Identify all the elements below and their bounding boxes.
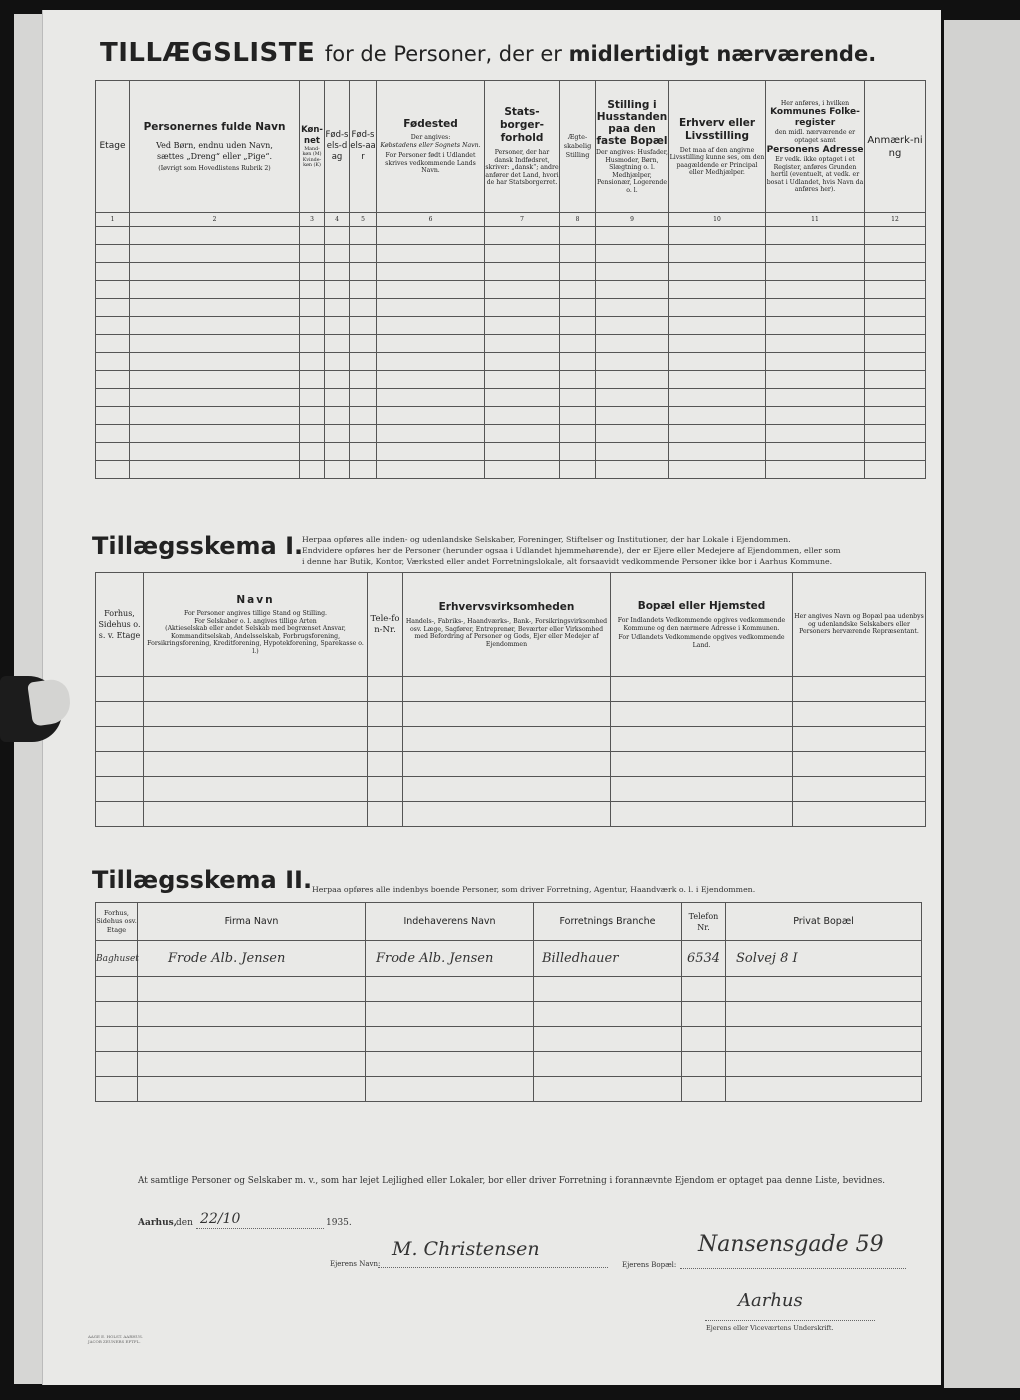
attestation-statement: At samtlige Personer og Selskaber m. v., som har lejet Lejlighed eller Lokaler, bor eller driver Forretning i forannævnte Ejendom er optaget paa denne Liste, bevidnes. <box>138 1176 886 1186</box>
entry-branch: Billedhauer <box>534 941 682 977</box>
col-household-position: Stilling i Husstanden paa den faste Bopæl Der angives: Husfader, Husmoder, Børn, Slægtning o. l. Medhjælper, Pensionær, Logerende o. l. <box>596 81 669 213</box>
col-marital: Ægte-skabelig Stilling <box>560 81 596 213</box>
schedule-1-description: Herpaa opføres alle inden- og udenlandske Selskaber, Foreninger, Stiftelser og Institutioner, der har Lokale i Ejendommen. Endvidere opføres her de Personer (herunder ogsaa i Udlandet hjemmehørende), der er Ejere eller Medejere af Ejendommen, eller som i denne har Butik, Kontor, Værksted eller andet Forretningslokale, alt forsaavidt vedkommende Personer ikke bor i Aarhus Kommune. <box>302 535 841 566</box>
date-value: 22/10 <box>200 1211 241 1227</box>
owner-city: Aarhus <box>738 1290 803 1311</box>
col-etage: Etage <box>96 81 130 213</box>
schedule-1-blank-rows <box>96 677 926 827</box>
schedule-2-blank-rows <box>96 977 922 1102</box>
schedule-2-table <box>95 902 922 1102</box>
col-remarks: Anmærk-ning <box>865 81 926 213</box>
schedule-1-title: Tillægsskema I. <box>92 532 304 560</box>
adjacent-page <box>944 20 1020 1388</box>
place-label: Aarhus, <box>138 1218 177 1228</box>
schedule-2-description: Herpaa opføres alle indenbys boende Personer, som driver Forretning, Agentur, Haandværk o. l. i Ejendommen. <box>312 885 756 894</box>
s2-col-address: Privat Bopæl <box>726 903 922 941</box>
s2-col-owner: Indehaverens Navn <box>366 903 534 941</box>
owner-signature: M. Christensen <box>392 1238 540 1260</box>
year-value: 1935. <box>326 1218 352 1228</box>
col-register-address: Her anføres, i hvilken Kommunes Folke-register den midl. nærværende er optaget samt Personens Adresse Er vedk. ikke optaget i et Register, anføres Grunden hertil (eventuelt, at vedk. er bosat i Udlandet, hvis Navn da anføres her). <box>766 81 865 213</box>
col-name: Personernes fulde Navn Ved Børn, endnu uden Navn, sættes „Dreng“ eller „Pige“. (Iøvrigt som Hovedlistens Rubrik 2) <box>130 81 300 213</box>
entry-firm: Frode Alb. Jensen <box>138 941 366 977</box>
owner-address: Nansensgade 59 <box>698 1232 884 1257</box>
table-row <box>96 941 922 977</box>
s1-col-representative: Her angives Navn og Bopæl paa udenbys og udenlandske Selskabers eller Personers herværende Repræsentant. <box>793 573 926 677</box>
owner-name-line <box>378 1267 608 1268</box>
signature-line <box>705 1320 875 1321</box>
col-citizenship: Stats-borger-forhold Personer, der har dansk Indfødsret, skriver: „dansk“; andre anfører det Land, hvori de har Statsborgerret. <box>485 81 560 213</box>
col-birthday: Fød-sels-dag <box>325 81 350 213</box>
temporary-persons-table <box>95 80 926 479</box>
entry-floor: Baghuset <box>96 941 138 977</box>
printer-mark: AAGE E. HOLST. AARHUS. JACOB ZEUNERS EFTFL. <box>88 1334 143 1344</box>
s2-col-branch: Forretnings Branche <box>534 903 682 941</box>
s2-col-phone: Telefon Nr. <box>682 903 726 941</box>
page-title: TILLÆGSLISTE for de Personer, der er midlertidigt nærværende. <box>100 38 877 68</box>
col-birthyear: Fød-sels-aar <box>350 81 377 213</box>
entry-phone: 6534 <box>682 941 726 977</box>
date-line <box>196 1228 324 1229</box>
entry-address: Solvej 8 I <box>726 941 922 977</box>
signature-label: Ejerens eller Viceværtens Underskrift. <box>706 1324 834 1332</box>
s1-col-name: Navn For Personer angives tillige Stand og Stilling. For Selskaber o. l. angives tillige Arten (Aktieselskab eller andet Selskab med begrænset Ansvar, Kommanditselskab, Andelsselskab, Forbrugsforening, Forsikringsforening, Kreditforening, Hypotekforening, Sparekasse o. l.) <box>144 573 368 677</box>
s1-col-residence: Bopæl eller Hjemsted For Indlandets Vedkommende opgives vedkommende Kommune og den nærmere Adresse i Kommunen. For Udlandets Vedkommende opgives vedkommende Land. <box>611 573 793 677</box>
col-gender: Køn-net Mand-køn (M) Kvinde-køn (K) <box>300 81 325 213</box>
column-number-row: 1 2 3 4 5 6 7 8 9 10 11 12 <box>96 213 926 227</box>
s2-col-firm: Firma Navn <box>138 903 366 941</box>
s1-col-phone: Tele-fon-Nr. <box>368 573 403 677</box>
entry-owner: Frode Alb. Jensen <box>366 941 534 977</box>
schedule-1-table <box>95 572 926 827</box>
schedule-2-title: Tillægsskema II. <box>92 866 313 894</box>
owner-name-label: Ejerens Navn: <box>330 1260 381 1268</box>
owner-address-line <box>680 1268 906 1269</box>
col-occupation: Erhverv eller Livsstilling Det maa af den angivne Livsstilling kunne ses, om den paagældende er Principal eller Medhjælper. <box>669 81 766 213</box>
s1-col-business: Erhvervsvirksomheden Handels-, Fabriks-, Haandværks-, Bank-, Forsikringsvirksomhed osv. Læge, Sagfører, Entreprenør, Beværter eller Virksomhed med Befordring af Personer og Gods, Ejer eller Medejer af Ejendommen <box>403 573 611 677</box>
col-birthplace: Fødested Der angives: Købstadens eller Sognets Navn. For Personer født i Udlandet skrives vedkommende Lands Navn. <box>377 81 485 213</box>
s1-col-etage: Forhus, Sidehus o. s. v. Etage <box>96 573 144 677</box>
s2-col-etage: Forhus, Sidehus osv. Etage <box>96 903 138 941</box>
date-prefix: den <box>176 1218 193 1228</box>
owner-address-label: Ejerens Bopæl: <box>622 1261 677 1269</box>
table1-blank-rows <box>96 227 926 479</box>
